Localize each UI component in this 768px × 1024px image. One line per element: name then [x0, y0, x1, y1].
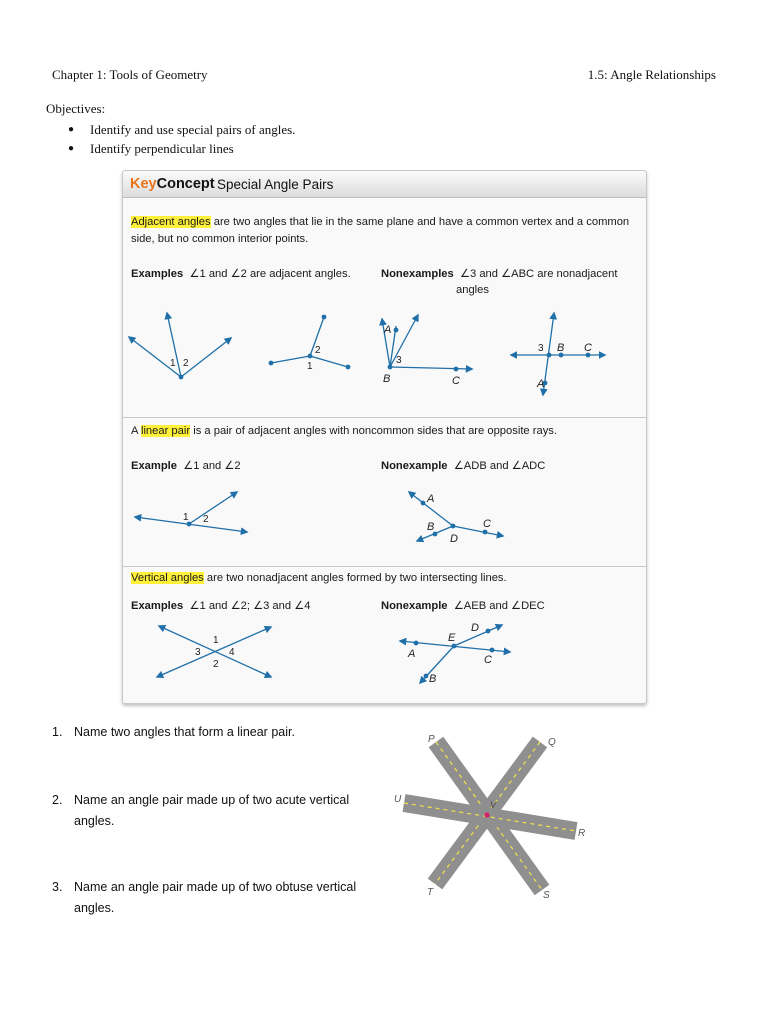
- vertical-angles-definition: Vertical angles are two nonadjacent angles formed by two intersecting lines.: [131, 572, 507, 584]
- adjacent-angles-definition: Adjacent angles are two angles that lie in the same plane and have a common vertex and a common side, but no common interior points.: [131, 216, 630, 245]
- road-label-P: P: [428, 734, 435, 745]
- vertical-nonexample-label: Nonexample ∠AEB and ∠DEC: [381, 600, 545, 612]
- linear-nonexample-label: Nonexample ∠ADB and ∠ADC: [381, 460, 546, 472]
- road-label-R: R: [578, 828, 586, 839]
- ray: [189, 492, 237, 524]
- road-label-U: U: [394, 794, 402, 805]
- key-concept-header: [123, 171, 646, 198]
- question-number: 1.: [52, 725, 63, 739]
- point: [346, 365, 351, 370]
- linear-nonexample-figure: [405, 486, 515, 551]
- chapter-title: Chapter 1: Tools of Geometry: [52, 67, 208, 82]
- segment: [271, 356, 310, 363]
- point-label-B: B: [383, 373, 391, 385]
- angle-label-1: 1: [213, 635, 219, 646]
- vertex-D: [451, 524, 456, 529]
- adjacent-examples-label: Examples ∠1 and ∠2 are adjacent angles.: [131, 268, 351, 280]
- vertex-E: [452, 644, 457, 649]
- angle-label-3: 3: [195, 647, 201, 658]
- adjacent-nonexamples-label: Nonexamples ∠3 and ∠ABC are nonadjacent angles: [381, 268, 618, 296]
- vertex-point: [179, 375, 184, 380]
- point-label-C: C: [584, 342, 592, 354]
- point-C: [454, 367, 459, 372]
- angle-label-4: 4: [229, 647, 235, 658]
- vertex-v-dot: [484, 812, 489, 817]
- adjacent-example-figure-1: [123, 301, 253, 391]
- point-C: [483, 530, 488, 535]
- key-concept-title: Special Angle Pairs: [217, 177, 334, 192]
- angle-label-3: 3: [538, 343, 544, 354]
- point: [269, 361, 274, 366]
- road-label-V: V: [490, 800, 497, 810]
- angle-label-2: 2: [183, 358, 189, 369]
- point: [547, 353, 552, 358]
- section-divider: [123, 417, 646, 418]
- objectives-list: [68, 120, 295, 158]
- point-label-A: A: [537, 378, 545, 390]
- point-label-C: C: [483, 518, 491, 530]
- point-label-C: C: [452, 375, 460, 387]
- adjacent-angles-term: Adjacent angles: [131, 216, 211, 228]
- point-B: [424, 674, 429, 679]
- linear-example-label: Example ∠1 and ∠2: [131, 460, 241, 472]
- vertical-nonexample-figure: [398, 619, 513, 689]
- angle-label-2: 2: [203, 514, 209, 525]
- point: [322, 315, 327, 320]
- question-number: 2.: [52, 793, 63, 807]
- ray: [390, 367, 472, 369]
- question-number: 3.: [52, 880, 63, 894]
- ray: [453, 526, 503, 536]
- point-label-B: B: [557, 342, 565, 354]
- road-label-T: T: [427, 887, 434, 898]
- point-D: [486, 629, 491, 634]
- point-label-A: A: [408, 648, 416, 660]
- point-label-C: C: [484, 654, 492, 666]
- question-text: Name two angles that form a linear pair.: [74, 725, 295, 739]
- adjacent-example-figure-2: [263, 311, 363, 381]
- point-label-B: B: [427, 521, 435, 533]
- vertical-example-figure: [153, 621, 278, 686]
- adjacent-nonexample-figure-1: [378, 306, 488, 391]
- vertical-examples-label: Examples ∠1 and ∠2; ∠3 and ∠4: [131, 600, 311, 612]
- point-label-D: D: [471, 622, 479, 634]
- vertex-point: [308, 354, 313, 359]
- point-A: [421, 501, 426, 506]
- point-A: [414, 641, 419, 646]
- objective-item: ● Identify perpendicular lines: [68, 139, 295, 158]
- angle-label-1: 1: [307, 361, 313, 372]
- vertical-angles-term: Vertical angles: [131, 572, 204, 584]
- road-intersection-figure: [390, 728, 595, 906]
- point-A: [394, 328, 399, 333]
- angle-label-2: 2: [213, 659, 219, 670]
- point-label-B: B: [429, 673, 437, 685]
- adjacent-nonexample-figure-2: [505, 309, 625, 399]
- angle-label-1: 1: [170, 358, 176, 369]
- key-concept-brand: KeyConcept: [130, 176, 215, 192]
- linear-pair-definition: A linear pair is a pair of adjacent angles with noncommon sides that are opposite rays.: [131, 425, 557, 437]
- section-divider: [123, 566, 646, 567]
- question-text: Name an angle pair made up of two acute vertical angles.: [74, 793, 350, 828]
- point-C: [490, 648, 495, 653]
- road-label-S: S: [543, 890, 550, 901]
- point-label-D: D: [450, 533, 458, 545]
- objective-item: ● Identify and use special pairs of angles.: [68, 120, 295, 139]
- road-label-Q: Q: [548, 737, 556, 748]
- point-label-A: A: [427, 493, 435, 505]
- section-title: 1.5: Angle Relationships: [587, 67, 716, 82]
- objectives-title: Objectives:: [46, 101, 106, 116]
- point-label-E: E: [448, 632, 456, 644]
- linear-pair-term: linear pair: [140, 425, 191, 437]
- vertex-B: [388, 365, 393, 370]
- segment: [310, 356, 348, 367]
- linear-example-figure: [131, 486, 271, 546]
- angle-label-3: 3: [396, 355, 402, 366]
- key-concept-box: [122, 170, 647, 704]
- angle-label-1: 1: [183, 512, 189, 523]
- question-text: Name an angle pair made up of two obtuse vertical angles.: [74, 880, 357, 915]
- angle-label-2: 2: [315, 345, 321, 356]
- point-label-A: A: [384, 324, 392, 336]
